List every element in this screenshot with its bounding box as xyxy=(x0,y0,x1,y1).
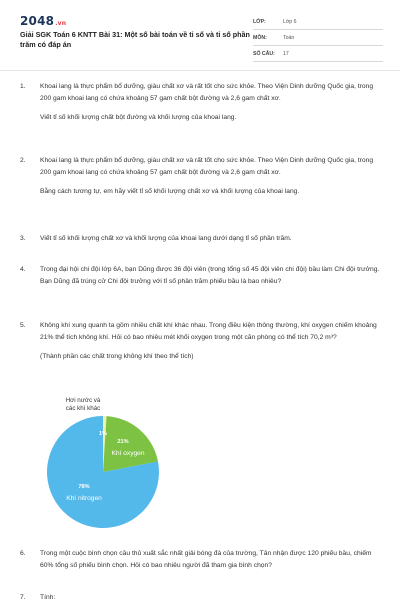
question-number: 2. xyxy=(20,157,26,164)
label-oxygen: Khí oxygen xyxy=(111,450,145,457)
question-number: 6. xyxy=(20,550,26,557)
label-nitrogen: Khí nitrogen xyxy=(66,495,102,502)
question-text: Khoai lang là thực phẩm bổ dưỡng, giàu chất xơ và rất tốt cho sức khỏe. Theo Viện Dinh dưỡng Quốc gia, trong 200 gam khoai lang có chứa khoảng 57 gam chất bột đường và 2,6 gam chất xơ. xyxy=(40,83,374,102)
label-other-gases-line-1: Hơi nước và xyxy=(65,397,101,404)
question-text: Trong một cuộc bình chọn cầu thủ xuất sắc nhất giải bóng đá của trường, Tân nhận được 120 phiếu bầu, chiếm 60% tổng số phiếu bình chọn. Hỏi có bao nhiêu người đã tham gia bình chọn? xyxy=(40,550,372,569)
meta-subject: MÔN: Toán xyxy=(253,30,383,46)
question-number: 7. xyxy=(20,594,26,600)
question-prompt: Bằng cách tương tự, em hãy viết tỉ số khối lượng chất xơ và khối lượng của khoai lang. xyxy=(40,188,300,195)
document-title: Giải SGK Toán 6 KNTT Bài 31: Một số bài toán về tỉ số và tỉ số phần trăm có đáp án xyxy=(20,30,250,49)
meta-grade: LỚP: Lớp 6 xyxy=(253,14,383,30)
meta-question-count: SỐ CÂU: 17 xyxy=(253,46,383,62)
pie-chart xyxy=(40,392,170,517)
question-text: Khoai lang là thực phẩm bổ dưỡng, giàu chất xơ và rất tốt cho sức khỏe. Theo Viện Dinh dưỡng Quốc gia, trong 200 gam khoai lang có chứa khoảng 57 gam chất bột đường và 2,6 gam chất xơ. xyxy=(40,157,374,176)
question-number: 1. xyxy=(20,83,26,90)
pct-label-other-gases: 1% xyxy=(98,431,108,437)
label-other-gases-line-2: các khí khác xyxy=(65,405,101,412)
chart-caption: (Thành phần các chất trong không khí theo thể tích) xyxy=(40,353,194,360)
document-header xyxy=(0,0,400,64)
question-number: 3. xyxy=(20,235,26,242)
question-number: 5. xyxy=(20,322,26,329)
header-divider xyxy=(0,70,400,71)
pct-label-nitrogen: 78% xyxy=(78,484,90,490)
question-prompt: Viết tỉ số khối lượng chất bột đường và khối lượng của khoai lang. xyxy=(40,114,237,121)
question-text: Viết tỉ số khối lượng chất xơ và khối lượng của khoai lang dưới dạng tỉ số phần trăm. xyxy=(40,235,292,242)
question-text: Trong đại hội chi đội lớp 6A, bạn Dũng được 36 đội viên (trong tổng số 45 đội viên chi đội) bầu làm Chi đội trưởng. Bạn Dũng đã trúng cử Chi đội trưởng với tỉ số phần trăm phiếu bầu là bao nhiêu? xyxy=(40,266,380,285)
question-text: Không khí xung quanh ta gồm nhiều chất khí khác nhau. Trong điều kiện thông thường, khí oxygen chiếm khoảng 21% thể tích không khí. Hỏi có bao nhiêu mét khối oxygen trong một căn phòng có thể tích 70,2 m³? xyxy=(40,322,377,341)
document-meta xyxy=(253,14,383,62)
question-number: 4. xyxy=(20,266,26,273)
pct-label-oxygen: 21% xyxy=(117,439,129,445)
site-logo[interactable]: 2048.vn xyxy=(20,14,67,28)
question-text: Tính: xyxy=(40,594,56,600)
air-composition-chart xyxy=(40,392,170,517)
